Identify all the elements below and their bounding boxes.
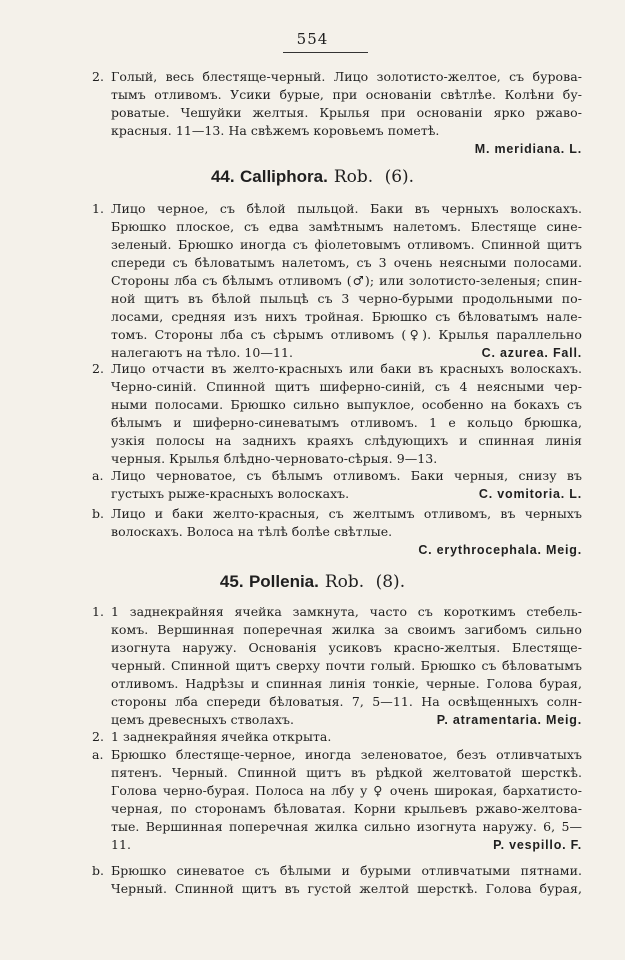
text-line: a. Лицо черноватое, съ бѣлымъ отливомъ. Баки черныя, снизу въ <box>92 468 582 483</box>
text-line: красныя. 11—13. На свѣжемъ коровьемъ пометѣ. <box>111 123 440 138</box>
text-line: роватые. Чешуйки желтыя. Крылья при основанiи ярко ржаво- <box>111 105 582 120</box>
text-line: черная, по сторонамъ бѣловатая. Корни крыльевъ ржаво-желтова- <box>111 801 582 816</box>
text-line: стороны лба спереди бѣловатыя. 7, 5—11. На освѣщенныхъ солн- <box>111 694 582 709</box>
text-line: ной щитъ въ бѣлой пыльцѣ съ 3 черно-бурыми продольными по- <box>111 291 582 306</box>
text-line: 11. P. vespillo. F. <box>111 837 582 852</box>
text-line: отливомъ. Надрѣзы и спинная линiя тонкiе, черные. Голова бурая, <box>111 676 582 691</box>
text-line: волоскахъ. Волоса на тѣлѣ болѣе свѣтлые. <box>111 524 393 539</box>
text-line: Стороны лба съ бѣлымъ отливомъ (♂); или золотисто-зеленыя; спин- <box>111 273 582 288</box>
header-rule <box>283 52 368 53</box>
genus-heading: 45. Pollenia. Rob. (8). <box>219 572 406 592</box>
text-line: Голова черно-бурая. Полоса на лбу у ♀ очень широкая, бархатисто- <box>111 783 582 798</box>
text-line: тые. Вершинная поперечная жилка сильно изогнута наружу. 6, 5— <box>111 819 582 834</box>
text-line: Черно-синiй. Спинной щитъ шиферно-синiй, съ 4 неясными чер- <box>111 379 582 394</box>
text-line: пятенъ. Черный. Спинной щитъ въ рѣдкой желтоватой шерсткѣ. <box>111 765 582 780</box>
text-line: b. Лицо и баки желто-красныя, съ желтымъ отливомъ, въ черныхъ <box>92 506 582 521</box>
text-line: налегаютъ на тѣло. 10—11. C. azurea. Fall. <box>111 345 582 360</box>
text-line: томъ. Стороны лба съ сѣрымъ отливомъ (♀). Крылья параллельно <box>111 327 582 342</box>
text-line: тымъ отливомъ. Усики бурые, при основанiи свѣтлѣе. Колѣни бу- <box>111 87 582 102</box>
species-name: P. vespillo. F. <box>493 838 582 852</box>
text-line: черный. Спинной щитъ сверху почти голый. Брюшко съ бѣловатымъ <box>111 658 582 673</box>
entry-block <box>92 200 582 362</box>
genus-heading: 44. Calliphora. Rob. (6). <box>210 167 415 187</box>
entry-block <box>92 728 582 854</box>
species-name: M. meridiana. L. <box>474 142 582 156</box>
page-number: 554 <box>296 30 329 48</box>
text-line: зеленый. Брюшко иногда съ фiолетовымъ отливомъ. Спинной щитъ <box>111 237 582 252</box>
text-line: 2. Голый, весь блестяще-черный. Лицо золотисто-желтое, съ бурова- <box>92 69 582 84</box>
species-name: C. erythrocephala. Meig. <box>418 543 582 557</box>
text-line: ными полосами. Брюшко сильно выпуклое, особенно на бокахъ съ <box>111 397 582 412</box>
text-line: 1. Лицо черное, съ бѣлой пыльцой. Баки въ черныхъ волоскахъ. <box>92 201 582 216</box>
species-name: C. vomitoria. L. <box>478 487 582 501</box>
text-line: Брюшко плоское, съ едва замѣтнымъ налетомъ. Блестяще сине- <box>111 219 582 234</box>
text-line: 2. Лицо отчасти въ желто-красныхъ или баки въ красныхъ волоскахъ. <box>92 361 582 376</box>
entry-block <box>92 360 582 468</box>
entry-block <box>92 68 582 158</box>
text-line: цемъ древесныхъ стволахъ. P. atramentaria. Meig. <box>111 712 582 727</box>
entry-block <box>92 603 582 729</box>
text-line: 2. 1 заднекрайняя ячейка открыта. <box>92 729 332 744</box>
text-line: бѣлымъ и шиферно-синеватымъ отливомъ. 1 е кольцо брюшка, <box>111 415 582 430</box>
text-line: b. Брюшко синеватое съ бѣлыми и бурыми отливчатыми пятнами. <box>92 863 582 878</box>
text-line: узкiя полосы на заднихъ краяхъ слѣдующихъ и спинная линiя <box>111 433 582 448</box>
text-line: a. Брюшко блестяще-черное, иногда зеленоватое, безъ отливчатыхъ <box>92 747 582 762</box>
text-line: лосами, средняя изъ нихъ тройная. Брюшко съ бѣловатымъ нале- <box>111 309 582 324</box>
species-name: C. azurea. Fall. <box>481 346 582 360</box>
text-line: черныя. Крылья блѣдно-черновато-сѣрыя. 9—13. <box>111 451 438 466</box>
text-line: комъ. Вершинная поперечная жилка за своимъ загибомъ сильно <box>111 622 582 637</box>
text-line: 1. 1 заднекрайняя ячейка замкнута, часто съ короткимъ стебель- <box>92 604 582 619</box>
entry-block <box>92 467 582 503</box>
text-line: изогнута наружу. Основанiя усиковъ красно-желтыя. Блестяще- <box>111 640 582 655</box>
entry-block <box>92 505 582 559</box>
text-line: Черный. Спинной щитъ въ густой желтой шерсткѣ. Голова бурая, <box>111 881 582 896</box>
entry-block <box>92 862 582 898</box>
species-name: P. atramentaria. Meig. <box>436 713 582 727</box>
text-line: густыхъ рыже-красныхъ волоскахъ. C. vomitoria. L. <box>111 486 582 501</box>
text-line: спереди съ бѣловатымъ налетомъ, съ 3 очень неясными полосами. <box>111 255 582 270</box>
